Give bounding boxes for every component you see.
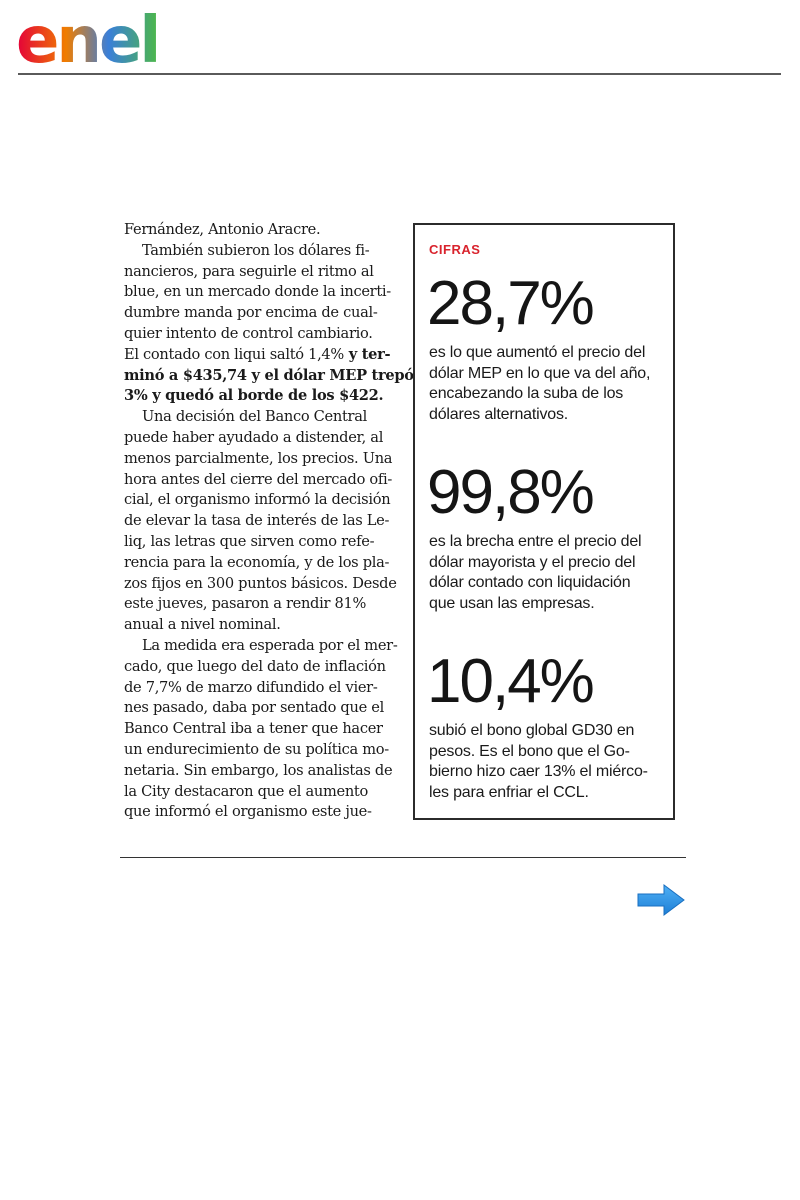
article-text: menos parcialmente, los precios. Una — [124, 449, 393, 467]
enel-logo — [14, 2, 184, 70]
article-line — [124, 802, 390, 823]
article-line — [124, 366, 414, 387]
article-text: este jueves, pasaron a rendir 81% — [124, 595, 367, 613]
article-text: El contado con liqui saltó 1,4% — [124, 345, 344, 363]
stat-text-line: dólar contado con liquidación — [429, 574, 631, 591]
stat-text-line: subió el bono global GD30 en — [429, 722, 635, 739]
article-text: quier intento de control cambiario. — [124, 324, 373, 342]
stat-value: 99,8% — [427, 458, 593, 527]
article-line — [124, 241, 390, 262]
article-bold-text: 3% y quedó al borde de los $422. — [124, 387, 384, 405]
article-text: nes pasado, daba por sentado que el — [124, 699, 384, 717]
stat-block — [427, 269, 667, 425]
article-text: anual a nivel nominal. — [124, 616, 281, 634]
article-line — [124, 345, 390, 366]
stat-text-line: dólar MEP en lo que va del año, — [429, 364, 651, 382]
stat-text-line: bierno hizo caer 13% el miérco- — [429, 763, 648, 780]
article-line — [124, 698, 390, 719]
header-divider — [18, 73, 781, 75]
article-text: la City destacaron que el aumento — [124, 782, 368, 800]
article-text: zos fijos en 300 puntos básicos. Desde — [124, 574, 397, 592]
stat-text-line: que usan las empresas. — [429, 594, 595, 612]
stat-description — [427, 721, 667, 803]
stat-text-line: es la brecha entre el precio del — [429, 533, 642, 550]
article-line — [124, 761, 393, 782]
article-text: de elevar la tasa de interés de las Le- — [124, 512, 390, 530]
article-text: cial, el organismo informó la decisión — [124, 491, 391, 509]
article-line — [124, 678, 390, 699]
article-text: puede haber ayudado a distender, al — [124, 428, 384, 446]
stat-text-line: es lo que aumentó el precio del — [429, 344, 646, 361]
article-text: nancieros, para seguirle el ritmo al — [124, 262, 374, 280]
article-text: Fernández, Antonio Aracre. — [124, 221, 321, 238]
article-text: Una decisión del Banco Central — [142, 408, 367, 426]
article-text: cado, que luego del dato de inflación — [124, 657, 386, 675]
article-line — [124, 636, 398, 657]
cifras-label: CIFRAS — [429, 242, 481, 257]
article-line — [124, 303, 390, 324]
article-text: Banco Central iba a tener que hacer — [124, 720, 383, 738]
article-line — [124, 615, 390, 636]
article-line — [124, 740, 390, 761]
article-text: También subieron los dólares fi- — [142, 241, 370, 259]
footer-divider — [120, 857, 686, 858]
article-line — [124, 511, 390, 532]
article-line — [124, 386, 390, 407]
article-line — [124, 553, 390, 574]
logo-text: enel — [16, 4, 159, 70]
article-text: rencia para la economía, y de los pla- — [124, 553, 390, 571]
article-line — [124, 282, 390, 303]
article-line — [124, 220, 390, 241]
stat-text-line: les para enfriar el CCL. — [429, 783, 589, 801]
article-text: dumbre manda por encima de cual- — [124, 304, 378, 322]
article-text: liq, las letras que sirven como refe- — [124, 532, 375, 550]
article-line — [124, 324, 390, 345]
stat-description — [427, 532, 667, 614]
article-line — [124, 490, 390, 511]
article-line — [124, 574, 397, 595]
article-line — [124, 532, 390, 553]
article-line — [124, 719, 390, 740]
cifras-box — [413, 223, 675, 820]
article-line — [124, 407, 390, 428]
stat-block — [427, 647, 667, 803]
article-line — [124, 262, 390, 283]
stat-text-line: dólar mayorista y el precio del — [429, 553, 636, 571]
article-line — [124, 470, 390, 491]
next-page-button[interactable] — [636, 883, 686, 917]
article-text: un endurecimiento de su política mo- — [124, 740, 389, 758]
article-line — [124, 449, 393, 470]
article-text: blue, en un mercado donde la incerti- — [124, 283, 391, 301]
stat-value: 28,7% — [427, 269, 593, 338]
stat-text-line: dólares alternativos. — [429, 405, 568, 423]
article-bold-text: minó a $435,74 y el dólar MEP trepó — [124, 366, 414, 384]
stat-value: 10,4% — [427, 647, 593, 716]
article-text: netaria. Sin embargo, los analistas de — [124, 761, 393, 779]
article-bold-text: y ter- — [343, 345, 391, 363]
article-text: de 7,7% de marzo difundido el vier- — [124, 678, 378, 696]
stat-description — [427, 343, 667, 425]
article-line — [124, 782, 390, 803]
stat-text-line: pesos. Es el bono que el Go- — [429, 742, 630, 760]
article-text: hora antes del cierre del mercado ofi- — [124, 470, 392, 488]
article-line — [124, 428, 390, 449]
arrow-right-icon[interactable] — [636, 883, 686, 917]
article-body — [124, 220, 414, 823]
article-text: La medida era esperada por el mer- — [142, 636, 398, 654]
stat-text-line: encabezando la suba de los — [429, 385, 624, 402]
article-line — [124, 594, 390, 615]
article-text: que informó el organismo este jue- — [124, 803, 372, 821]
stat-block — [427, 458, 667, 614]
article-line — [124, 657, 390, 678]
